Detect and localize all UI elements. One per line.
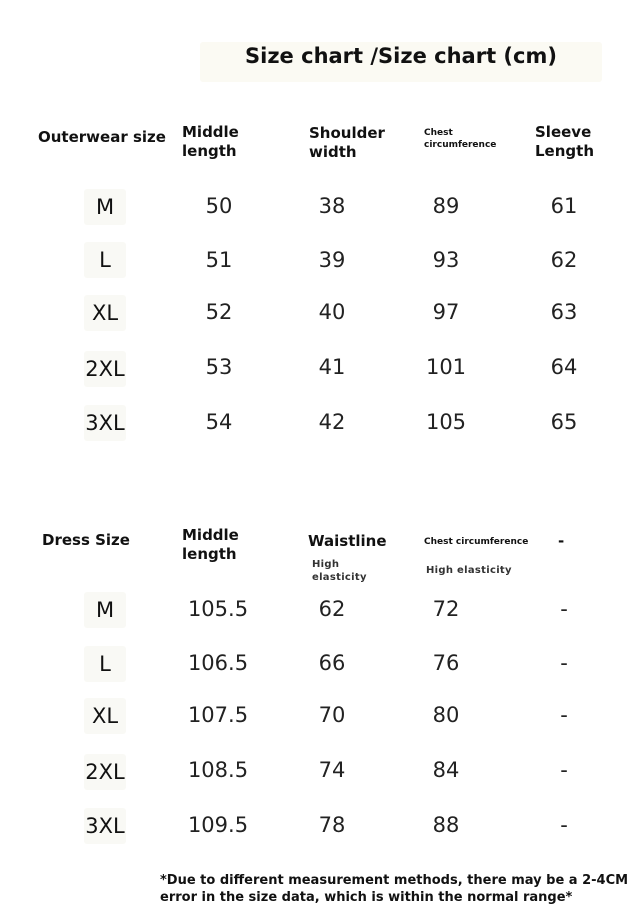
outerwear-shoulder-cell: 38 [318,194,346,218]
outerwear-length-cell: 50 [205,194,233,218]
outerwear-chest-header [424,127,496,151]
outerwear-length-header-line-1: Middle [182,123,239,141]
dress-length-cell: 107.5 [187,703,249,727]
outerwear-shoulder-cell: 41 [318,355,346,379]
outerwear-length-cell: 54 [205,410,233,434]
outerwear-sleeve-header [535,123,594,161]
outerwear-shoulder-header-line-1: Shoulder [309,124,385,142]
outerwear-shoulder-header-line-2: width [309,143,357,161]
dress-extra-cell: - [560,813,568,837]
outerwear-sleeve-cell: 61 [550,194,578,218]
outerwear-size-cell: 3XL [85,411,125,435]
outerwear-length-cell: 52 [205,300,233,324]
outerwear-length-cell: 53 [205,355,233,379]
outerwear-size-cell: L [99,248,111,272]
dress-waist-note-line-1: High [312,559,340,570]
dress-length-header-line-2: length [182,545,237,563]
dress-length-cell: 109.5 [187,813,249,837]
dress-chest-note: High elasticity [426,565,512,576]
outerwear-chest-cell: 105 [425,410,467,434]
dress-chest-cell: 72 [432,597,460,621]
dress-chest-cell: 88 [432,813,460,837]
outerwear-length-header [182,123,239,161]
dress-size-cell: L [99,652,111,676]
outerwear-size-cell: 2XL [85,357,125,381]
dress-extra-cell: - [560,758,568,782]
outerwear-chest-header-line-2: circumference [424,140,497,150]
measurement-note-line-2: error in the size data, which is within the normal range* [160,890,573,905]
outerwear-chest-header-line-1: Chest [424,128,453,138]
outerwear-shoulder-cell: 42 [318,410,346,434]
outerwear-chest-cell: 89 [432,194,460,218]
outerwear-chest-cell: 93 [432,248,460,272]
dress-extra-cell: - [560,703,568,727]
dress-size-cell: XL [91,704,119,728]
dress-waist-cell: 70 [318,703,346,727]
dress-waist-note [312,558,367,584]
outerwear-shoulder-header [309,124,385,162]
outerwear-chest-cell: 101 [425,355,467,379]
dress-length-header [182,526,239,564]
dress-extra-cell: - [560,651,568,675]
dress-length-cell: 106.5 [187,651,249,675]
dress-waist-cell: 62 [318,597,346,621]
dress-extra-cell: - [560,597,568,621]
dress-chest-cell: 80 [432,703,460,727]
outerwear-sleeve-header-line-2: Length [535,142,594,160]
dress-waist-header: Waistline [308,532,387,550]
outerwear-sleeve-cell: 65 [550,410,578,434]
outerwear-size-cell: M [95,195,115,219]
dress-size-cell: M [95,598,115,622]
dress-length-cell: 108.5 [187,758,249,782]
dress-chest-header: Chest circumference [424,537,529,547]
outerwear-sleeve-header-line-1: Sleeve [535,123,592,141]
outerwear-sleeve-cell: 63 [550,300,578,324]
outerwear-sleeve-cell: 64 [550,355,578,379]
outerwear-size-cell: XL [91,301,119,325]
dress-waist-note-line-2: elasticity [312,572,367,583]
outerwear-length-header-line-2: length [182,142,237,160]
dress-extra-header: - [558,532,565,550]
outerwear-chest-cell: 97 [432,300,460,324]
measurement-note [160,872,630,906]
dress-waist-cell: 66 [318,651,346,675]
dress-waist-cell: 78 [318,813,346,837]
dress-length-header-line-1: Middle [182,526,239,544]
dress-chest-cell: 76 [432,651,460,675]
outerwear-length-cell: 51 [205,248,233,272]
outerwear-shoulder-cell: 40 [318,300,346,324]
measurement-note-line-1: *Due to different measurement methods, there may be a 2-4CM [160,873,629,888]
dress-length-cell: 105.5 [187,597,249,621]
dress-size-header: Dress Size [42,531,130,549]
outerwear-sleeve-cell: 62 [550,248,578,272]
page-title: Size chart /Size chart (cm) [245,44,557,68]
outerwear-shoulder-cell: 39 [318,248,346,272]
dress-chest-cell: 84 [432,758,460,782]
dress-waist-cell: 74 [318,758,346,782]
dress-size-cell: 2XL [85,760,125,784]
dress-size-cell: 3XL [85,814,125,838]
outerwear-size-header: Outerwear size [38,128,166,146]
